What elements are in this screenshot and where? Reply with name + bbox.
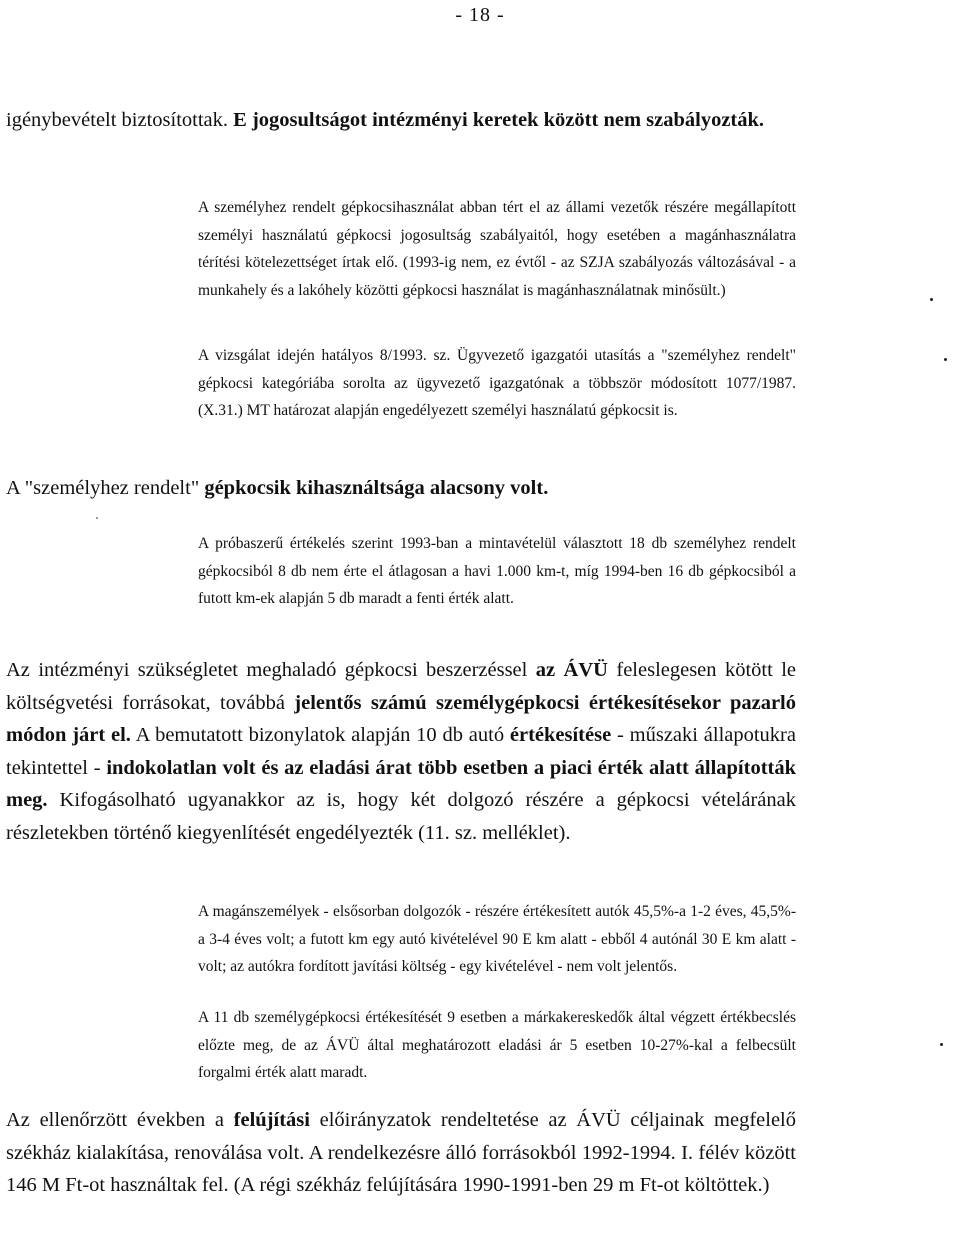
paragraph-5-bold-4: indokolatlan volt és az eladási árat több esetben a piaci érték alatt állapították meg. <box>6 756 797 811</box>
paragraph-5-bold-3: értékesítése <box>509 724 612 746</box>
paragraph-5-text-4: - műszaki állapotukra tekintettel - <box>6 724 796 779</box>
paragraph-1-text: igénybevételt biztosítottak. <box>6 109 234 131</box>
paragraph-2: A személyhez rendelt gépkocsihasználat abban tért el az állami vezetők részére megállapított személyi használatú gépkocsi jogosultság szabályaitól, hogy esetében a magánhasználatra térítési kötelezettséget írtak elő. (1993-ig nem, ez évtől - az SZJA szabályozás változásával - a munkahely és a lakóhely közötti gépkocsi használat is magánhasználatnak minősült.) <box>198 199 796 299</box>
paragraph-8-bold: felújítási <box>233 1109 310 1131</box>
paragraph-5-bold-2: jelentős számú személygépkocsi értékesítésekor pazarló módon járt el. <box>6 691 796 746</box>
margin-mark <box>930 298 933 301</box>
paragraph-1 <box>6 104 796 137</box>
paragraph-4: A próbaszerű értékelés szerint 1993-ban a mintavételül választott 18 db személyhez rendelt gépkocsiból 8 db nem érte el átlagosan a havi 1.000 km-t, míg 1994-ben 16 db gépkocsiból a futott km-ek alapján 5 db maradt a fenti érték alatt. <box>198 535 796 607</box>
paragraph-3: A vizsgálat idején hatályos 8/1993. sz. Ügyvezető igazgatói utasítás a "személyhez rendelt" gépkocsi kategóriába sorolta az ügyvezető igazgatónak a többször módosított 1077/1987. (X.31.) MT határozat alapján engedélyezett személyi használatú gépkocsit is. <box>198 347 796 419</box>
paragraph-8-text-1: Az ellenőrzött években a <box>6 1109 234 1131</box>
paragraph-5 <box>6 654 796 849</box>
paragraph-5-text-5: Kifogásolható ugyanakkor az is, hogy két dolgozó részére a gépkocsi vételárának részletekben történő kiegyenlítését engedélyezték (11. sz. melléklet). <box>6 789 796 844</box>
page-number: - 18 - <box>455 4 505 26</box>
paragraph-5-text-1: Az intézményi szükségletet meghaladó gépkocsi beszerzéssel <box>6 659 536 681</box>
paragraph-7: A 11 db személygépkocsi értékesítését 9 esetben a márkakereskedők által végzett értékbecslés előzte meg, de az ÁVÜ által meghatározott eladási ár 5 esetben 10-27%-kal a felbecsült forgalmi érték alatt maradt. <box>198 1009 796 1081</box>
paragraph-5-bold-1: az ÁVÜ <box>535 659 608 681</box>
paragraph-1-bold: E jogosultságot intézményi keretek között nem szabályozták. <box>233 109 765 131</box>
paragraph-8 <box>6 1104 796 1202</box>
margin-mark <box>940 1043 943 1046</box>
paragraph-5-text-3: A bemutatott bizonylatok alapján 10 db autó <box>130 724 510 746</box>
paragraph-5-text-2: feleslegesen kötött le költségvetési forrásokat, továbbá <box>6 659 796 714</box>
paragraph-6: A magánszemélyek - elsősorban dolgozók - részére értékesített autók 45,5%-a 1-2 éves, 45,5%-a 3-4 éves volt; a futott km egy autó kivételével 90 E km alatt - ebből 4 autónál 30 E km alatt - volt; az autókra fordított javítási költség - egy kivételével - nem volt jelentős. <box>198 903 796 975</box>
section-heading-text: A "személyhez rendelt" <box>6 477 205 499</box>
paragraph-8-text-2: előirányzatok rendeltetése az ÁVÜ céljainak megfelelő székház kialakítása, renoválása volt. A rendelkezésre álló forrásokból 1992-1994. I. félév között 146 M Ft-ot használtak fel. (A régi székház felújítására 1990-1991-ben 29 m Ft-ot költöttek.) <box>6 1109 796 1196</box>
margin-mark <box>96 517 98 519</box>
margin-mark <box>944 358 947 361</box>
section-heading <box>6 472 796 504</box>
section-heading-bold: gépkocsik kihasználtsága alacsony volt. <box>204 477 549 499</box>
